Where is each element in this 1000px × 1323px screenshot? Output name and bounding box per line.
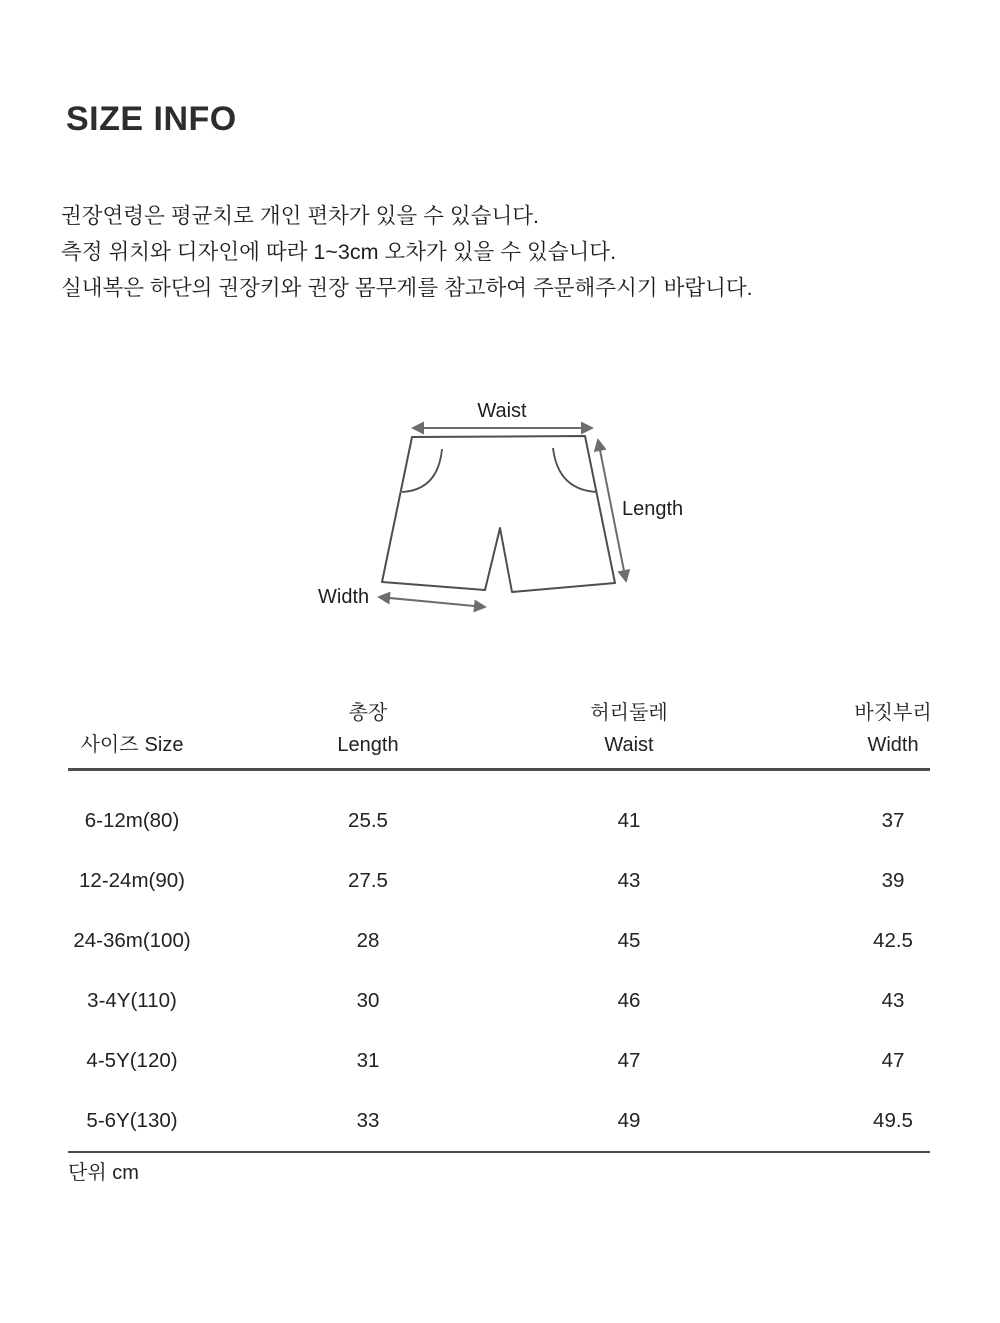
cell-length: 31: [356, 1049, 380, 1072]
cell-size: 5-6Y(130): [86, 1109, 178, 1132]
cell-waist: 49: [617, 1109, 641, 1132]
note-line-2: 측정 위치와 디자인에 따라 1~3cm 오차가 있을 수 있습니다.: [61, 240, 617, 264]
cell-width: 43: [881, 989, 905, 1012]
size-table: [68, 694, 930, 1153]
width-label: Width: [318, 586, 370, 608]
table-row: [68, 971, 930, 1031]
size-table-header: [68, 694, 930, 768]
column-header-width-en: Width: [867, 734, 919, 756]
column-header-waist-en: Waist: [604, 734, 654, 756]
table-row: [68, 791, 930, 851]
cell-size: 24-36m(100): [73, 929, 191, 952]
cell-waist: 47: [617, 1049, 641, 1072]
size-notes: [61, 198, 753, 306]
cell-length: 33: [356, 1109, 380, 1132]
column-header-width: [854, 697, 931, 761]
width-arrow: [379, 597, 485, 607]
column-header-width-ko: 바짓부리: [854, 702, 932, 724]
right-pocket-curve: [553, 448, 597, 492]
table-bottom-rule: [68, 1151, 930, 1153]
cell-size: 3-4Y(110): [87, 989, 177, 1012]
cell-length: 27.5: [348, 869, 388, 892]
column-header-size-en: Size: [144, 734, 184, 756]
cell-size: 6-12m(80): [84, 809, 180, 832]
cell-waist: 46: [617, 989, 641, 1012]
cell-width: 49.5: [873, 1109, 913, 1132]
size-table-body: [68, 771, 930, 1151]
cell-width: 39: [881, 869, 905, 892]
cell-width: 37: [881, 809, 905, 832]
cell-width: 47: [881, 1049, 905, 1072]
page-title: SIZE INFO: [66, 100, 237, 138]
column-header-size: [81, 729, 184, 761]
cell-waist: 41: [617, 809, 641, 832]
length-label: Length: [622, 498, 684, 520]
unit-note: 단위 cm: [68, 1162, 139, 1184]
note-line-1: 권장연령은 평균치로 개인 편차가 있을 수 있습니다.: [61, 204, 539, 228]
cell-length: 28: [356, 929, 380, 952]
table-row: [68, 911, 930, 971]
waist-label: Waist: [477, 400, 527, 422]
column-header-waist: [590, 697, 667, 761]
cell-waist: 43: [617, 869, 641, 892]
column-header-length-ko: 총장: [348, 702, 388, 724]
column-header-length: [337, 697, 398, 761]
table-row: [68, 851, 930, 911]
table-row: [68, 1091, 930, 1151]
cell-waist: 45: [617, 929, 641, 952]
shorts-outline-shape: [382, 436, 615, 592]
shorts-measurement-diagram: [300, 390, 720, 630]
cell-length: 30: [356, 989, 380, 1012]
note-line-3: 실내복은 하단의 권장키와 권장 몸무게를 참고하여 주문해주시기 바랍니다.: [61, 276, 753, 300]
cell-length: 25.5: [348, 809, 388, 832]
column-header-waist-ko: 허리둘레: [590, 702, 668, 724]
column-header-length-en: Length: [337, 734, 399, 756]
cell-width: 42.5: [873, 929, 913, 952]
table-row: [68, 1031, 930, 1091]
column-header-size-ko: 사이즈: [80, 734, 139, 756]
cell-size: 4-5Y(120): [86, 1049, 178, 1072]
cell-size: 12-24m(90): [79, 869, 185, 892]
